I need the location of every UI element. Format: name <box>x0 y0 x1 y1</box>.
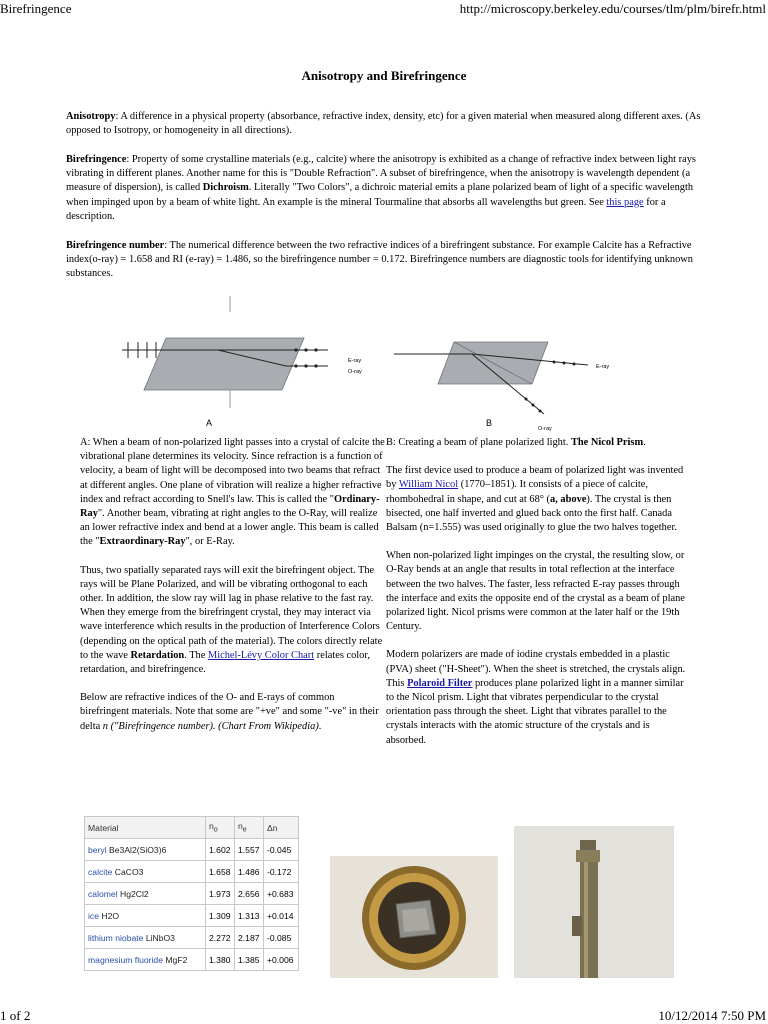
page-number: 1 of 2 <box>0 1008 31 1023</box>
anisotropy-text: : A difference in a physical property (absorbance, refractive index, density, etc) for a given material when measured along different axes. (As opposed to Isotropy, or homogeneity in all directions). <box>66 111 701 137</box>
material-link[interactable]: magnesium fluoride <box>88 954 163 965</box>
nicol-prism-term: The Nicol Prism <box>570 437 644 448</box>
o-ray-label-a: O-ray <box>348 369 362 375</box>
right-column <box>386 436 692 748</box>
nicol-prism-photo <box>330 856 498 978</box>
paragraph-interference: Thus, two spatially separated rays will exit the birefringent object. The rays will be Plane Polarized, and will be vibrating orthogonal to each other. In addition, the slow ray will lag in phase relative to the fast ray. When they emerge from the birefringent crystal, they may interact via wave interference which results in the production of Interference Colors (depending on the optical path of the material). The colors directly relate to the wave Retardation. The Michel-Lévy Color Chart relates color, retardation, and birefringence. <box>80 564 383 676</box>
table-row: lithium niobate LiNbO3 2.272 2.187 -0.085 <box>85 927 299 949</box>
paragraph-a: A: When a beam of non-polarized light passes into a crystal of calcite the vibrational plane determines its velocity. Since refraction is a function of velocity, a beam of light will be decomposed into two beams that refract at different angles. One plane of vibration will realize a higher refractive index and refract according to Snell's law. This is called the "Ordinary-Ray". Another beam, vibrating at right angles to the O-Ray, will realize an lower refractive index and bend at a lower angle. This beam is called the "Extraordinary-Ray", or E-Ray. <box>80 437 385 548</box>
birefringence-number-text: : The numerical difference between the two refractive indices of a birefringent substance. For example Calcite has a Refractive index(o-ray) = 1.658 and RI (e-ray) = 1.486, so the birefringence number = 0.172. Birefringence numbers are diagnostic tools for identifying unknown substances. <box>66 240 693 280</box>
retardation-term: Retardation <box>130 649 185 661</box>
page-header-url: http://microscopy.berkeley.edu/courses/tlm/plm/birefr.html <box>459 1 766 16</box>
left-column <box>80 436 386 734</box>
e-ray-label-b: E-ray <box>596 364 610 370</box>
page-header-title: Birefringence <box>0 1 72 16</box>
header-ne: $n_e$ <box>235 817 264 839</box>
anisotropy-paragraph <box>66 110 706 138</box>
birefringence-number-term: Birefringence number <box>66 240 165 251</box>
dichroism-term: Dichroism <box>202 182 249 194</box>
paragraph-b: B: Creating a beam of plane polarized light. The Nicol Prism. <box>386 437 646 448</box>
figure-label-b: B <box>486 418 493 428</box>
table-row: calomel Hg2Cl2 1.973 2.656 +0.683 <box>85 883 299 905</box>
table-header-row <box>85 817 299 839</box>
paragraph-nicol: The first device used to produce a beam of polarized light was invented by William Nicol (1770–1851). It consists of a piece of calcite, rhombohedral in shape, and cut at 68° (a, above). The crystal is then bisected, one half inverted and glued back onto the first half. Canada Balsam (n=1.555) was used originally to glue the two halves together. <box>386 465 684 534</box>
paragraph-polarizers: Modern polarizers are made of iodine crystals embedded in a plastic (PVA) sheet ("H-Sheet"). When the sheet is stretched, the crystals align. This Polaroid Filter produces plane polarized light in a manner similar to the Nicol prism. Light that vibrates perpendicular to the crystal orientation pass through the sheet. Light that vibrates parallel to the crystals interacts with the atomic structure of the crystals and is absorbed. <box>386 649 686 746</box>
this-page-link[interactable]: this page <box>606 196 644 208</box>
birefringence-paragraph <box>66 153 706 224</box>
table-row: ice H2O 1.309 1.313 +0.014 <box>85 905 299 927</box>
birefringence-term: Birefringence <box>66 154 127 165</box>
extraordinary-ray-term: Extraordinary-Ray <box>99 536 186 548</box>
refractive-index-table-wrap <box>84 816 299 976</box>
anisotropy-term: Anisotropy <box>66 111 116 122</box>
header-delta-n: Δn <box>264 817 299 839</box>
paragraph-o-ray: When non-polarized light impinges on the crystal, the resulting slow, or O-Ray bends at an angle that results in total reflection at the interface between the two halves. The faster, less refracted E-ray passes through the interface and exits the opposite end of the crystal as a beam of plane polarized light. Nicol prisms were common at the later half or the 19th Century. <box>386 550 685 633</box>
birefringence-text-3: for a description. <box>66 196 666 222</box>
material-link[interactable]: beryl <box>88 844 107 855</box>
page-title: Anisotropy and Birefringence <box>301 68 467 83</box>
material-link[interactable]: lithium niobate <box>88 932 144 943</box>
calcite-crystal-a <box>144 338 304 390</box>
e-ray-label-a: E-ray <box>348 358 362 364</box>
table-row: calcite CaCO3 1.658 1.486 -0.172 <box>85 861 299 883</box>
michel-levy-link[interactable]: Michel-Lévy Color Chart <box>207 649 315 661</box>
figure-a-diagram <box>118 292 368 432</box>
william-nicol-link[interactable]: William Nicol <box>398 479 459 491</box>
material-link[interactable]: calcite <box>88 866 113 877</box>
birefringence-text-1: : Property of some crystalline materials (e.g., calcite) where the anisotropy is exhibited as a change of refractive index between light rays vibrating in different planes. Another name for this is "Double Refraction". A subset of birefringence, when the anisotropy is wavelength dependent (a measure of dispersion), is called <box>66 154 696 194</box>
birefringence-number-paragraph <box>66 239 706 282</box>
material-link[interactable]: ice <box>88 910 99 921</box>
figure-label-a: A <box>206 418 213 428</box>
header-no: $n_o$ <box>206 817 235 839</box>
polaroid-filter-link[interactable]: Polaroid Filter <box>407 677 473 689</box>
header-material: Material <box>85 817 206 839</box>
paragraph-table-intro: Below are refractive indices of the O- and E-rays of common birefringent materials. Note that some are "+ve" and some "-ve" in their delta n ("Birefringence number). (Chart From Wikipedia). <box>80 692 379 732</box>
print-datetime: 10/12/2014 7:50 PM <box>658 1008 766 1023</box>
refractive-index-table <box>84 816 299 971</box>
table-row: beryl Be3Al2(SiO3)6 1.602 1.557 -0.045 <box>85 839 299 861</box>
birefringence-text-2: . Literally "Two Colors", a dichroic material emits a plane polarized beam of light of a specific wavelength when impinged upon by a beam of white light. An example is the mineral Tourmaline that absorbs all wavelengths but green. See <box>66 182 694 208</box>
ordinary-ray-term: Ordinary-Ray <box>80 493 380 520</box>
o-ray-label-b: O-ray <box>538 426 552 432</box>
material-link[interactable]: calomel <box>88 888 118 899</box>
figure-b-diagram <box>392 330 642 434</box>
table-row: magnesium fluoride MgF2 1.380 1.385 +0.006 <box>85 949 299 971</box>
polarizer-tube-photo <box>514 826 674 978</box>
